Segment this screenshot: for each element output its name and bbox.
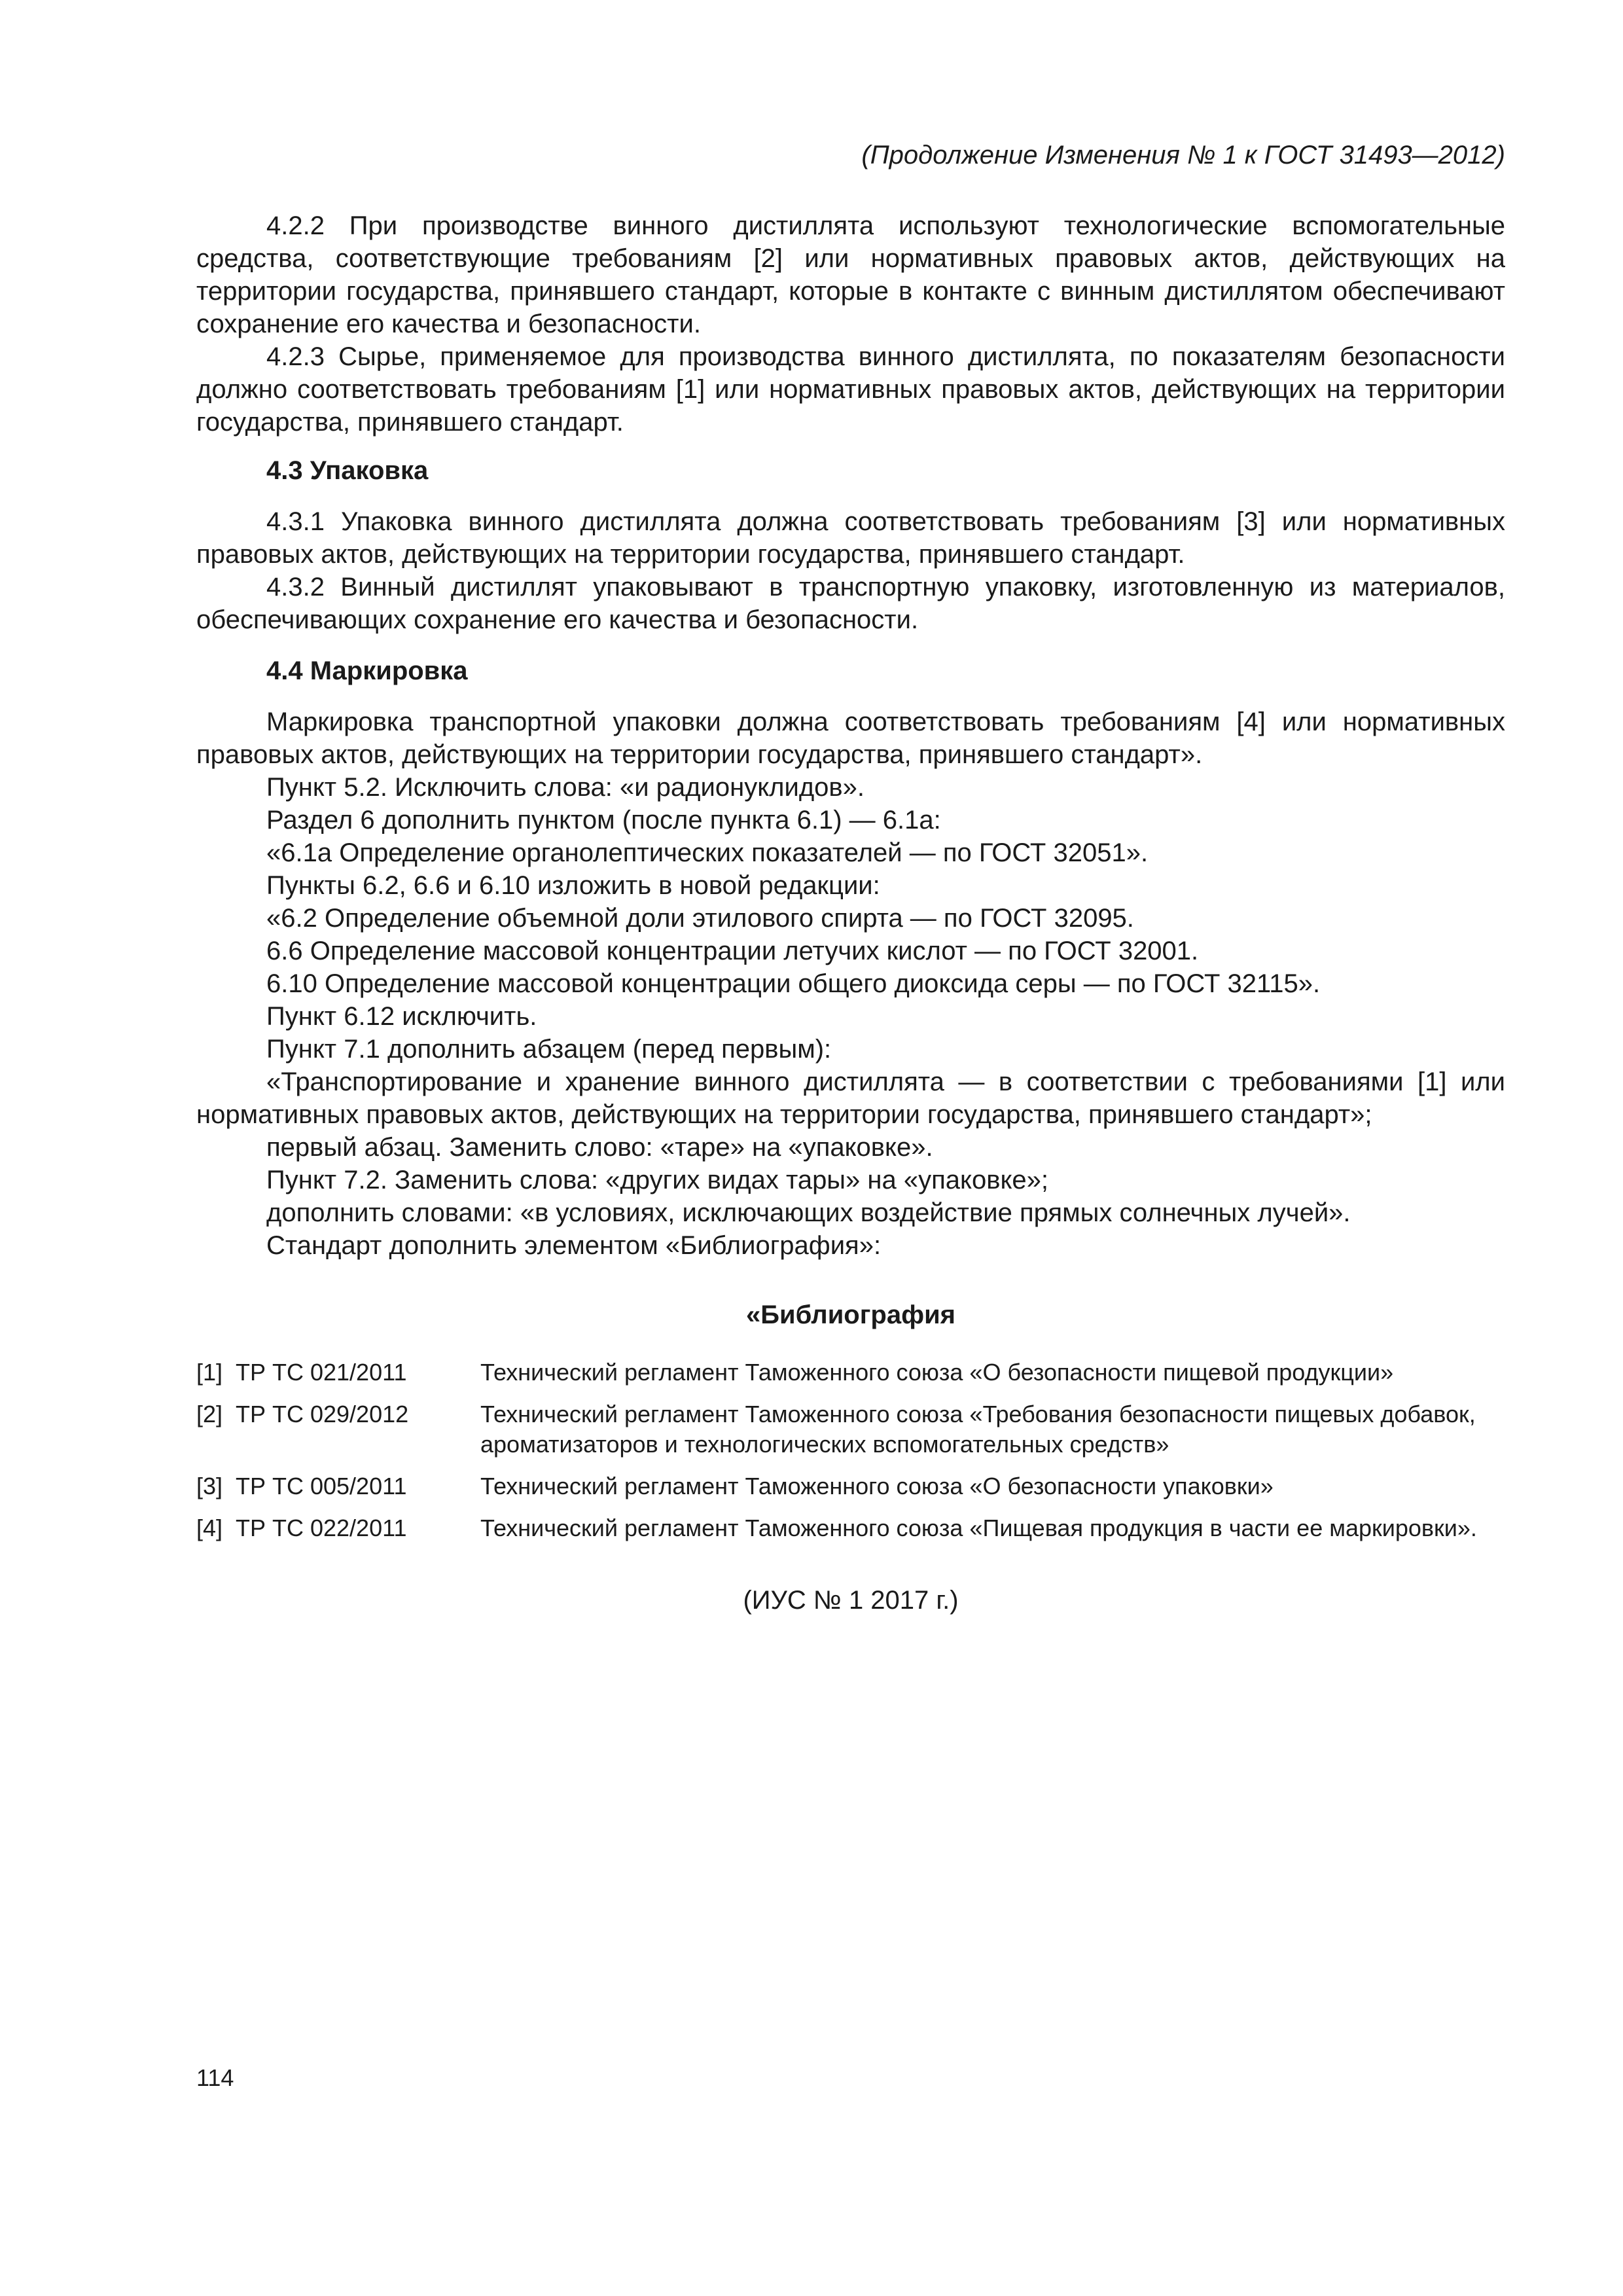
amendment-line: «Транспортирование и хранение винного дистиллята — в соответствии с требованиями [1] или нормативных правовых актов, действующих на территории государства, принявшего стандарт»; (196, 1067, 1505, 1129)
bibliography-number: [1] (196, 1359, 223, 1386)
bibliography-list (196, 1357, 1505, 1543)
paragraph-4-2-3: 4.2.3 Сырье, применяемое для производства винного дистиллята, по показателям безопасности должно соответствовать требованиям [1] или нормативных правовых актов, действующих на территории государства, принявшего стандарт. (196, 342, 1505, 437)
bibliography-code: ТР ТС 022/2011 (236, 1515, 407, 1541)
bibliography-text: Технический регламент Таможенного союза «О безопасности упаковки» (480, 1473, 1274, 1499)
bibliography-number: [4] (196, 1515, 223, 1541)
document-body (196, 209, 1505, 1617)
ius-note: (ИУС № 1 2017 г.) (743, 1586, 959, 1615)
bibliography-entry (196, 1513, 1505, 1543)
bibliography-text: Технический регламент Таможенного союза «О безопасности пищевой продукции» (480, 1359, 1394, 1386)
bibliography-text: Технический регламент Таможенного союза «Пищевая продукция в части ее маркировки». (480, 1515, 1477, 1541)
section-heading-packaging: 4.3 Упаковка (266, 456, 429, 485)
paragraph-4-3-1: 4.3.1 Упаковка винного дистиллята должна соответствовать требованиям [3] или нормативных правовых актов, действующих на территории государства, принявшего стандарт. (196, 507, 1505, 569)
bibliography-entry (196, 1399, 1505, 1460)
bibliography-code: ТР ТС 005/2011 (236, 1473, 407, 1499)
bibliography-code: ТР ТС 021/2011 (236, 1359, 407, 1386)
amendment-line: «6.1а Определение органолептических показателей — по ГОСТ 32051». (266, 838, 1149, 867)
bibliography-entry (196, 1471, 1505, 1501)
page-number: 114 (196, 2064, 234, 2091)
amendment-line: «6.2 Определение объемной доли этилового спирта — по ГОСТ 32095. (266, 904, 1134, 933)
amendment-line: 6.6 Определение массовой концентрации летучих кислот — по ГОСТ 32001. (266, 937, 1199, 965)
amendment-line: Пункт 7.2. Заменить слова: «других видах тары» на «упаковке»; (266, 1166, 1049, 1194)
amendment-line: Раздел 6 дополнить пунктом (после пункта 6.1) — 6.1а: (266, 806, 941, 834)
amendment-line: дополнить словами: «в условиях, исключающих воздействие прямых солнечных лучей». (266, 1198, 1351, 1227)
amendment-line: 6.10 Определение массовой концентрации общего диоксида серы — по ГОСТ 32115». (266, 969, 1321, 998)
paragraph-4-2-2: 4.2.2 При производстве винного дистиллята используют технологические вспомогательные средства, соответствующие требованиям [2] или нормативных правовых актов, действующих на территории государства, принявшего стандарт, которые в контакте с винным дистиллятом обеспечивают сохранение его качества и безопасности. (196, 211, 1505, 338)
section-heading-marking: 4.4 Маркировка (266, 656, 468, 685)
bibliography-title: «Библиография (746, 1300, 955, 1329)
amendment-line: Стандарт дополнить элементом «Библиография»: (266, 1231, 882, 1260)
bibliography-text: Технический регламент Таможенного союза «Требования безопасности пищевых добавок, ароматизаторов и технологических вспомогательных средств» (480, 1401, 1476, 1458)
amendment-line: Пункты 6.2, 6.6 и 6.10 изложить в новой редакции: (266, 871, 880, 900)
bibliography-number: [2] (196, 1401, 223, 1427)
bibliography-entry (196, 1357, 1505, 1388)
amendment-line: первый абзац. Заменить слово: «таре» на «упаковке». (266, 1133, 933, 1162)
amendment-line: Пункт 7.1 дополнить абзацем (перед первым): (266, 1035, 832, 1064)
amendment-line: Пункт 5.2. Исключить слова: «и радионуклидов». (266, 773, 865, 802)
paragraph-4-3-2: 4.3.2 Винный дистиллят упаковывают в транспортную упаковку, изготовленную из материалов, обеспечивающих сохранение его качества и безопасности. (196, 573, 1505, 634)
running-header: (Продолжение Изменения № 1 к ГОСТ 31493—2012) (861, 141, 1505, 170)
amendment-line: Пункт 6.12 исключить. (266, 1002, 537, 1031)
paragraph-4-4: Маркировка транспортной упаковки должна соответствовать требованиям [4] или нормативных правовых актов, действующих на территории государства, принявшего стандарт». (196, 708, 1505, 769)
bibliography-code: ТР ТС 029/2012 (236, 1401, 409, 1427)
bibliography-number: [3] (196, 1473, 223, 1499)
